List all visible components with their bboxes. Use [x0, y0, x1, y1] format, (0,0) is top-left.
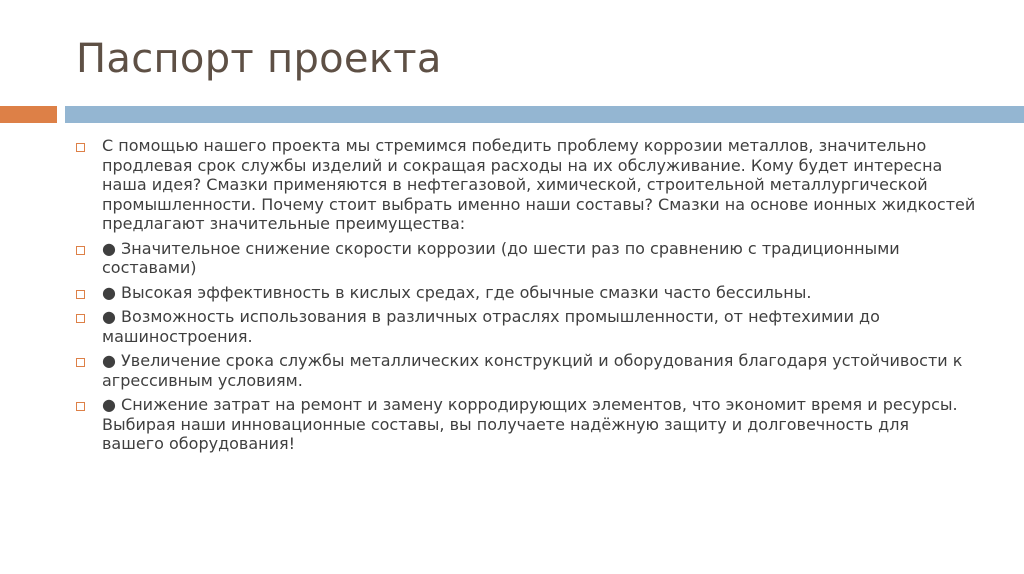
square-bullet-icon	[76, 246, 85, 255]
list-item-text: ● Значительное снижение скорости коррозии (до шести раз по сравнению с традиционными составами)	[102, 238, 900, 277]
list-item-text: С помощью нашего проекта мы стремимся победить проблему коррозии металлов, значительно продлевая срок службы изделий и сокращая расходы на их обслуживание. Кому будет интересна наша идея? Смазки применяются в нефтегазовой, химической, строительной металлургической промышленности. Почему стоит выбрать именно наши составы? Смазки на основе ионных жидкостей предлагают значительные преимущества:	[102, 136, 976, 233]
list-item-text: ● Высокая эффективность в кислых средах, где обычные смазки часто бессильны.	[102, 282, 812, 302]
square-bullet-icon	[76, 143, 85, 152]
list-item	[76, 395, 976, 454]
list-item-text: ● Снижение затрат на ремонт и замену корродирующих элементов, что экономит время и ресурсы. Выбирая наши инновационные составы, вы получаете надёжную защиту и долговечность для вашего оборудования!	[102, 395, 958, 453]
square-bullet-icon	[76, 314, 85, 323]
list-item	[76, 307, 976, 346]
list-item	[76, 351, 976, 390]
square-bullet-icon	[76, 358, 85, 367]
accent-bar-orange	[0, 106, 57, 123]
square-bullet-icon	[76, 402, 85, 411]
list-item	[76, 283, 976, 303]
list-item-text: ● Возможность использования в различных отраслях промышленности, от нефтехимии до машиностроения.	[102, 307, 880, 346]
list-item-text: ● Увеличение срока службы металлических конструкций и оборудования благодаря устойчивости к агрессивным условиям.	[102, 351, 963, 390]
bullet-list	[76, 136, 976, 459]
accent-bar-blue	[65, 106, 1024, 123]
list-item	[76, 136, 976, 234]
square-bullet-icon	[76, 290, 85, 299]
slide-title: Паспорт проекта	[76, 36, 442, 82]
list-item	[76, 239, 976, 278]
